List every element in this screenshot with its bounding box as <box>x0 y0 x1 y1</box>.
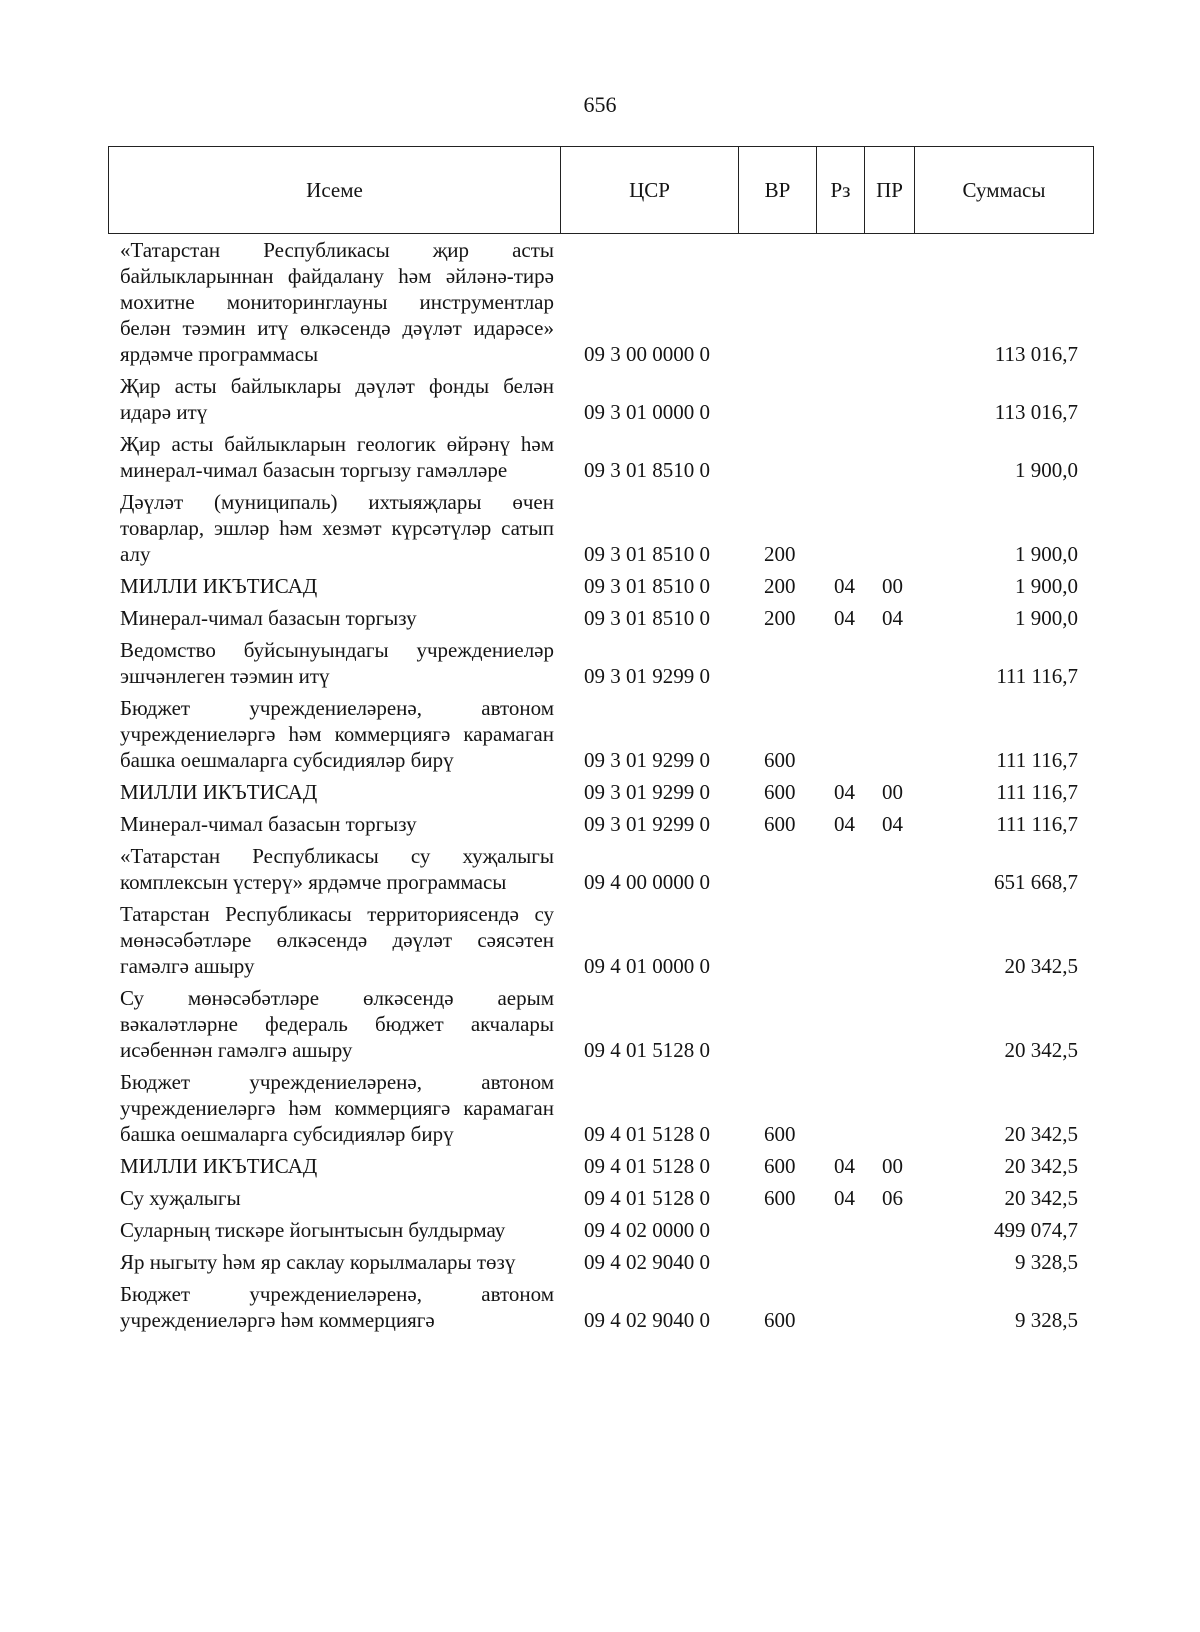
row-sum: 20 342,5 <box>1004 1122 1078 1146</box>
table-row <box>120 605 1100 631</box>
table-body <box>120 237 1100 1339</box>
row-sum: 1 900,0 <box>1015 606 1078 630</box>
row-name: «Татарстан Республикасы җир асты байлыкларыннан файдалану һәм әйләнә-тирә мохитне мониторинглауны инструментлар белән тәэмин итү өлкәсендә дәүләт идарәсе» ярдәмче программасы <box>120 238 554 366</box>
row-vr: 600 <box>764 812 796 836</box>
row-vr: 200 <box>764 606 796 630</box>
row-vr: 200 <box>764 574 796 598</box>
table-row <box>120 431 1100 483</box>
header-sum: Суммасы <box>962 177 1046 202</box>
row-vr: 600 <box>764 748 796 772</box>
row-csr: 09 4 01 5128 0 <box>584 1154 710 1178</box>
header-pr: ПР <box>865 147 915 233</box>
header-vr: ВР <box>739 147 817 233</box>
row-name: Җир асты байлыклары дәүләт фонды белән идарә итү <box>120 374 554 424</box>
row-sum: 9 328,5 <box>1015 1308 1078 1332</box>
row-sum: 20 342,5 <box>1004 1038 1078 1062</box>
table-row <box>120 811 1100 837</box>
row-sum: 499 074,7 <box>994 1218 1078 1242</box>
row-csr: 09 3 01 9299 0 <box>584 812 710 836</box>
row-name: Татарстан Республикасы территориясендә су мөнәсәбәтләре өлкәсендә дәүләт сәясәтен гамәлгә ашыру <box>120 902 554 978</box>
table-row <box>120 637 1100 689</box>
row-sum: 111 116,7 <box>996 664 1078 688</box>
row-name: «Татарстан Республикасы су хуҗалыгы комплексын үстерү» ярдәмче программасы <box>120 844 554 894</box>
row-name: Су мөнәсәбәтләре өлкәсендә аерым вәкаләтләрне федераль бюджет акчалары исәбеннән гамәлгә ашыру <box>120 986 554 1062</box>
row-sum: 9 328,5 <box>1015 1250 1078 1274</box>
row-sum: 113 016,7 <box>994 342 1078 366</box>
row-vr: 600 <box>764 1122 796 1146</box>
row-sum: 111 116,7 <box>996 748 1078 772</box>
row-name: Минерал-чимал базасын торгызу <box>120 606 417 630</box>
row-sum: 1 900,0 <box>1015 458 1078 482</box>
table-row <box>120 843 1100 895</box>
row-pr: 00 <box>882 780 903 804</box>
row-sum: 111 116,7 <box>996 812 1078 836</box>
row-sum: 1 900,0 <box>1015 542 1078 566</box>
row-vr: 600 <box>764 1308 796 1332</box>
row-name: Ведомство буйсынуындагы учреждениеләр эшчәнлеген тәэмин итү <box>120 638 554 688</box>
row-csr: 09 4 02 9040 0 <box>584 1308 710 1332</box>
table-row <box>120 901 1100 979</box>
table-row <box>120 1153 1100 1179</box>
row-name: Яр ныгыту һәм яр саклау корылмалары төзү <box>120 1250 516 1274</box>
row-csr: 09 3 00 0000 0 <box>584 342 710 366</box>
row-csr: 09 3 01 9299 0 <box>584 664 710 688</box>
row-csr: 09 4 01 5128 0 <box>584 1186 710 1210</box>
table-row <box>120 373 1100 425</box>
row-pr: 00 <box>882 574 903 598</box>
row-rz: 04 <box>834 606 855 630</box>
table-row <box>120 1069 1100 1147</box>
table-row <box>120 573 1100 599</box>
row-csr: 09 3 01 9299 0 <box>584 748 710 772</box>
table-header <box>108 146 1094 234</box>
row-name: Дәүләт (муниципаль) ихтыяҗлары өчен товарлар, эшләр һәм хезмәт күрсәтүләр сатып алу <box>120 490 554 566</box>
row-csr: 09 3 01 8510 0 <box>584 606 710 630</box>
row-pr: 06 <box>882 1186 903 1210</box>
row-sum: 1 900,0 <box>1015 574 1078 598</box>
row-rz: 04 <box>834 1154 855 1178</box>
row-vr: 600 <box>764 1186 796 1210</box>
row-vr: 600 <box>764 780 796 804</box>
table-row <box>120 985 1100 1063</box>
row-pr: 00 <box>882 1154 903 1178</box>
row-csr: 09 3 01 8510 0 <box>584 542 710 566</box>
row-rz: 04 <box>834 780 855 804</box>
row-sum: 20 342,5 <box>1004 954 1078 978</box>
row-name: Суларның тискәре йогынтысын булдырмау <box>120 1218 506 1242</box>
row-name: Бюджет учреждениеләренә, автоном учреждениеләргә һәм коммерциягә карамаган башка оешмаларга субсидияләр бирү <box>120 696 554 772</box>
row-csr: 09 4 02 9040 0 <box>584 1250 710 1274</box>
row-name: Җир асты байлыкларын геологик өйрәнү һәм минерал-чимал базасын торгызу гамәлләре <box>120 432 554 482</box>
row-csr: 09 3 01 0000 0 <box>584 400 710 424</box>
row-csr: 09 4 01 5128 0 <box>584 1122 710 1146</box>
table-row <box>120 779 1100 805</box>
row-rz: 04 <box>834 574 855 598</box>
row-sum: 20 342,5 <box>1004 1154 1078 1178</box>
row-vr: 200 <box>764 542 796 566</box>
row-csr: 09 4 02 0000 0 <box>584 1218 710 1242</box>
row-pr: 04 <box>882 606 903 630</box>
row-csr: 09 4 01 0000 0 <box>584 954 710 978</box>
table-row <box>120 489 1100 567</box>
table-row <box>120 1249 1100 1275</box>
row-sum: 111 116,7 <box>996 780 1078 804</box>
row-csr: 09 3 01 9299 0 <box>584 780 710 804</box>
row-name: Бюджет учреждениеләренә, автоном учреждениеләргә һәм коммерциягә <box>120 1282 554 1332</box>
header-name: Исеме <box>109 147 561 233</box>
row-rz: 04 <box>834 812 855 836</box>
row-name: Минерал-чимал базасын торгызу <box>120 812 417 836</box>
row-vr: 600 <box>764 1154 796 1178</box>
table-row <box>120 695 1100 773</box>
row-rz: 04 <box>834 1186 855 1210</box>
table-row <box>120 1281 1100 1333</box>
table-row <box>120 1217 1100 1243</box>
row-csr: 09 3 01 8510 0 <box>584 458 710 482</box>
row-sum: 651 668,7 <box>994 870 1078 894</box>
row-name: МИЛЛИ ИКЪТИСАД <box>120 780 318 804</box>
row-csr: 09 4 00 0000 0 <box>584 870 710 894</box>
header-csr: ЦСР <box>561 147 739 233</box>
page-number: 656 <box>583 92 617 117</box>
header-rz: Рз <box>817 147 865 233</box>
table-row <box>120 1185 1100 1211</box>
row-csr: 09 3 01 8510 0 <box>584 574 710 598</box>
row-sum: 113 016,7 <box>994 400 1078 424</box>
row-csr: 09 4 01 5128 0 <box>584 1038 710 1062</box>
row-sum: 20 342,5 <box>1004 1186 1078 1210</box>
row-name: Су хуҗалыгы <box>120 1186 241 1210</box>
row-name: МИЛЛИ ИКЪТИСАД <box>120 1154 318 1178</box>
row-pr: 04 <box>882 812 903 836</box>
row-name: Бюджет учреждениеләренә, автоном учреждениеләргә һәм коммерциягә карамаган башка оешмаларга субсидияләр бирү <box>120 1070 554 1146</box>
table-row <box>120 237 1100 367</box>
row-name: МИЛЛИ ИКЪТИСАД <box>120 574 318 598</box>
